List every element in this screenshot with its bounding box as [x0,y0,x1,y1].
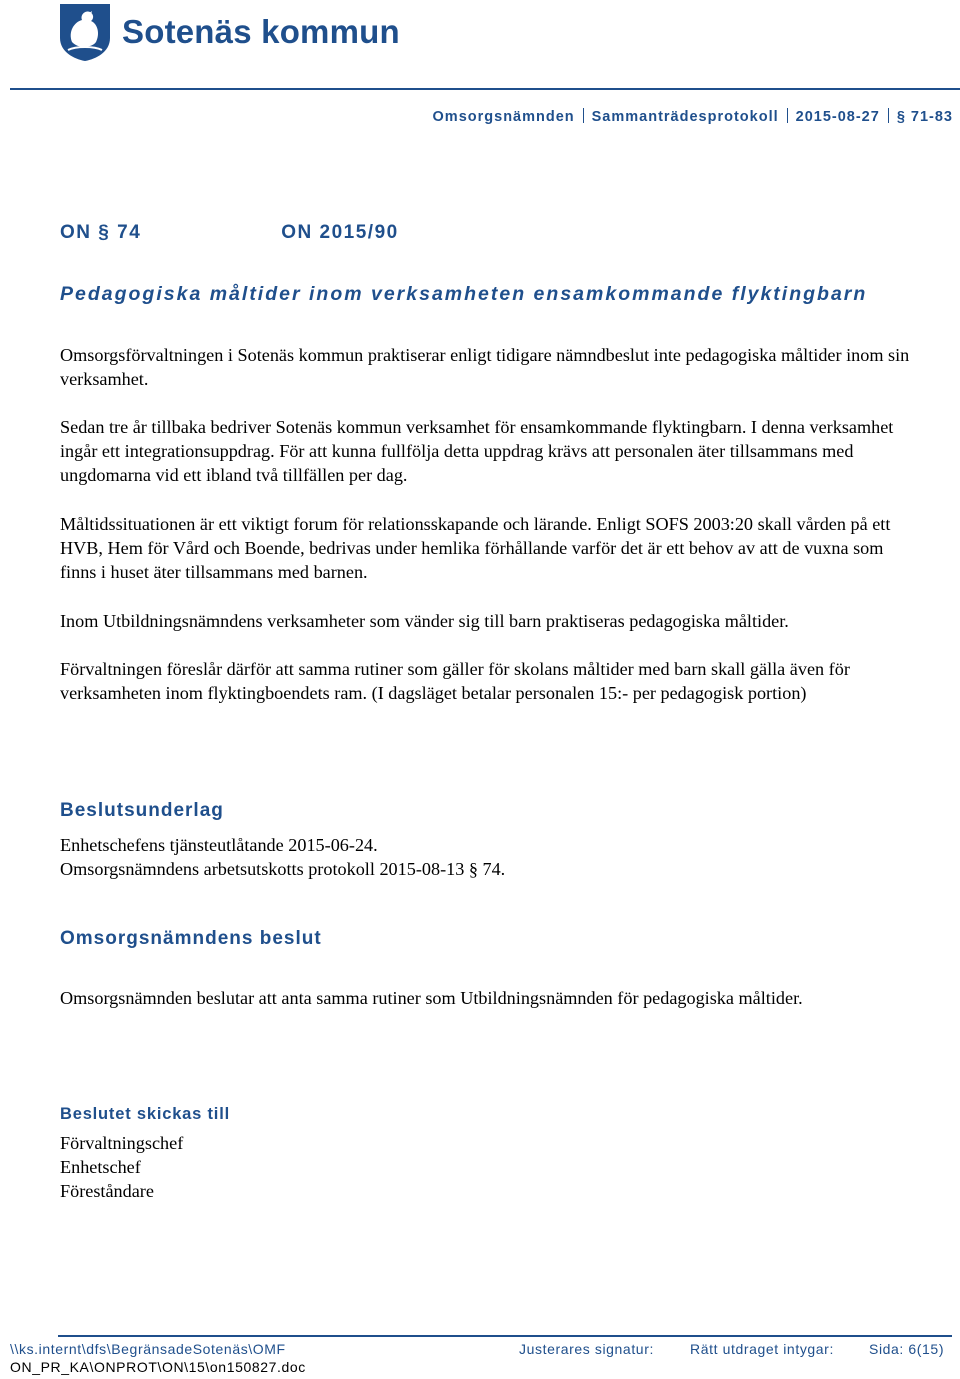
header-doc-type: Sammanträdesprotokoll [591,109,779,125]
footer-path: \\ks.internt\dfs\BegränsadeSotenäs\OMF [10,1341,286,1357]
paragraph-4: Inom Utbildningsnämndens verksamheter som vänder sig till barn praktiseras pedagogiska måltider. [60,611,789,631]
beslutsunderlag-item: Enhetschefens tjänsteutlåtande 2015-06-24. [60,835,378,855]
header-body: Omsorgsnämnden [432,109,575,125]
paragraph-2: Sedan tre år tillbaka bedriver Sotenäs kommun verksamhet för ensamkommande flyktingbarn. I denna verksamhet ingår ett integrationsuppdrag. För att kunna fullfölja detta uppdrag krävs att personalen äter tillsammans med ungdomarna vid ett ibland två tillfällen per dag. [60,417,894,485]
section-identifiers [60,222,399,244]
ratt-utdraget-intygar: Rätt utdraget intygar: [690,1341,834,1357]
recipient-item: Föreståndare [60,1181,154,1201]
logo-wordmark: Sotenäs kommun [122,13,400,50]
crest-icon [58,2,112,62]
header-separator [583,108,584,123]
paragraph-5: Förvaltningen föreslår därför att samma rutiner som gäller för skolans måltider med barn skall gälla även för verksamheten inom flyktingboendets ram. (I dagsläget betalar personalen 15:- per pedagogisk portion) [60,659,850,703]
recipient-item: Enhetschef [60,1157,141,1177]
beslutsunderlag-item: Omsorgsnämndens arbetsutskotts protokoll 2015-08-13 § 74. [60,859,506,879]
recipient-item: Förvaltningschef [60,1133,184,1153]
header-separator [888,108,889,123]
paragraph-3: Måltidssituationen är ett viktigt forum för relationsskapande och lärande. Enligt SOFS 2003:20 skall vården på ett HVB, Hem för Vård och Boende, bedrivas under hemlika förhållande varför det är ett behov av att de vuxna som finns i huset äter tillsammans med barnen. [60,514,891,582]
header-divider [10,88,960,90]
footer-document-path: ON_PR_KA\ONPROT\ON\15\on150827.doc [10,1359,306,1375]
page-title: Pedagogiska måltider inom verksamheten ensamkommande flyktingbarn [60,283,868,305]
header-date: 2015-08-27 [795,109,880,125]
footer-divider [58,1335,952,1337]
protocol-header [433,108,953,125]
skickas-heading: Beslutet skickas till [60,1105,230,1123]
justerares-signatur: Justerares signatur: [519,1341,654,1357]
beslutsunderlag-heading: Beslutsunderlag [60,800,224,821]
municipality-logo [58,2,400,62]
section-number: ON § 74 [60,222,142,243]
case-reference: ON 2015/90 [281,222,399,243]
paragraph-1: Omsorgsförvaltningen i Sotenäs kommun praktiserar enligt tidigare nämndbeslut inte pedagogiska måltider inom sin verksamhet. [60,345,910,389]
page-number: Sida: 6(15) [869,1341,945,1357]
beslut-text: Omsorgsnämnden beslutar att anta samma rutiner som Utbildningsnämnden för pedagogiska måltider. [60,988,803,1008]
header-separator [787,108,788,123]
beslut-heading: Omsorgsnämndens beslut [60,928,322,949]
header-paragraphs: § 71-83 [896,109,953,125]
